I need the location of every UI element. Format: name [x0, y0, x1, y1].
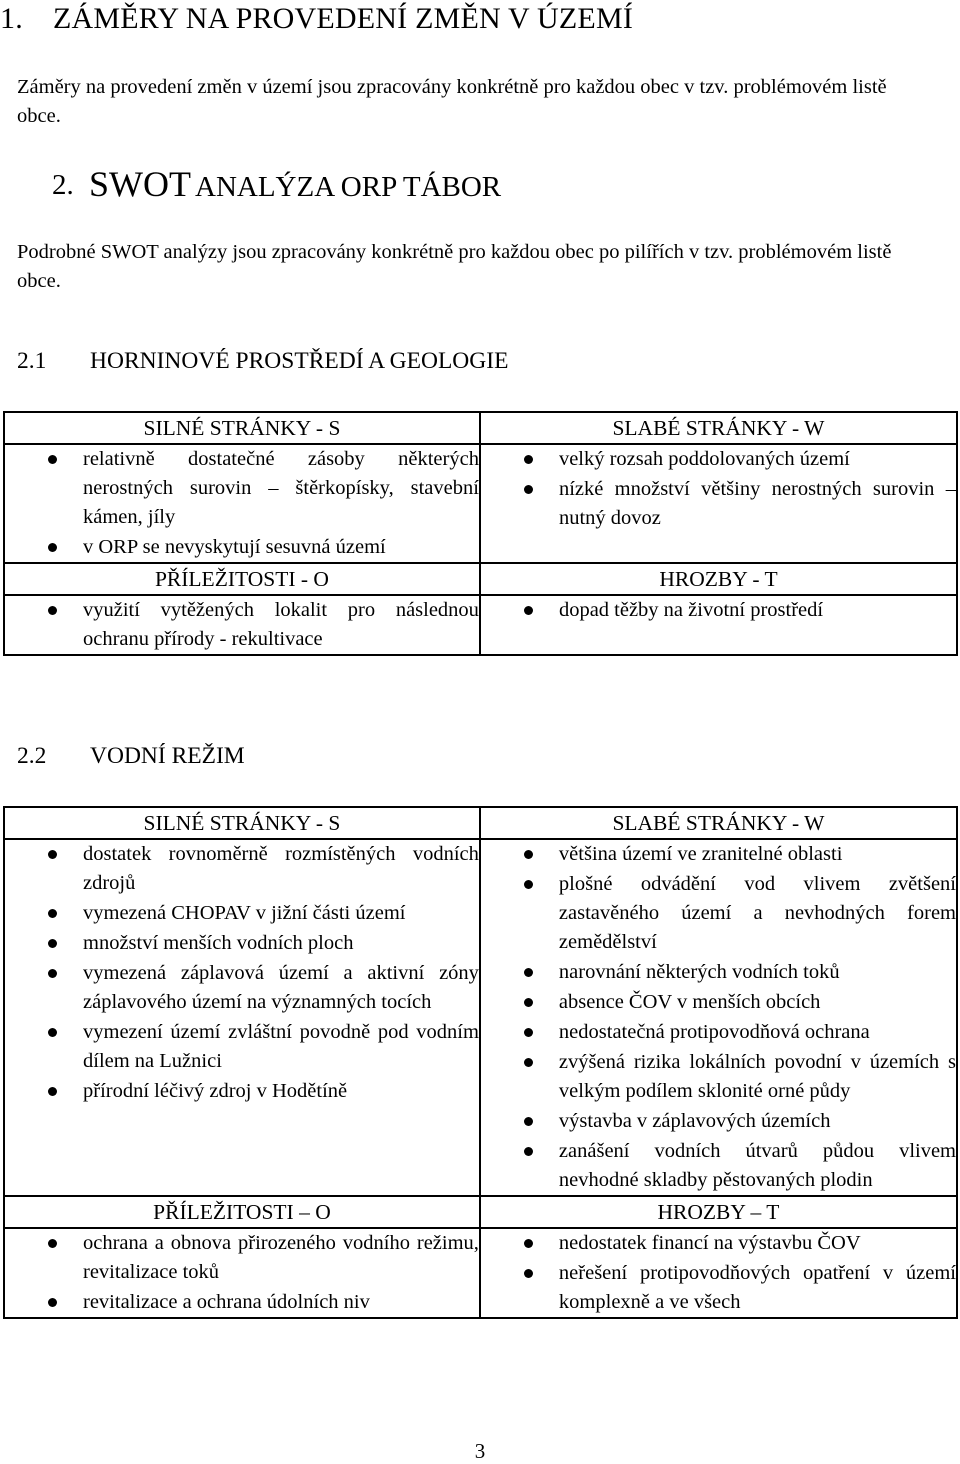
- water-strengths-header: SILNÉ STRÁNKY - S: [4, 807, 480, 839]
- geology-threats-header: HROZBY - T: [480, 563, 957, 595]
- list-item: přírodní léčivý zdroj v Hodětíně: [5, 1077, 479, 1106]
- list-item: narovnání některých vodních toků: [481, 958, 956, 987]
- section-2-title-small: ANALÝZA ORP TÁBOR: [195, 171, 502, 203]
- section-2-number: 2.: [52, 169, 74, 201]
- page-number: 3: [474, 1439, 486, 1463]
- list-item: vymezená záplavová území a aktivní zóny záplavového území na významných tocích: [5, 959, 479, 1017]
- section-2-text: Podrobné SWOT analýzy jsou zpracovány konkrétně pro každou obec po pilířích v tzv. problémovém listě obce.: [17, 241, 892, 292]
- geology-weaknesses-list: [481, 445, 956, 533]
- geology-strengths-list: [5, 445, 479, 562]
- water-opportunities-header: PŘÍLEŽITOSTI – O: [4, 1196, 480, 1228]
- water-opportunities-cell: [4, 1228, 480, 1318]
- geology-threats-list: [481, 596, 956, 625]
- section-1-text: Záměry na provedení změn v území jsou zpracovány konkrétně pro každou obec v tzv. problémovém listě obce.: [17, 76, 887, 127]
- geology-title: HORNINOVÉ PROSTŘEDÍ A GEOLOGIE: [90, 348, 509, 374]
- geology-heading: [17, 348, 508, 375]
- water-weaknesses-cell: [480, 839, 957, 1196]
- list-item: dopad těžby na životní prostředí: [481, 596, 956, 625]
- water-opportunities-list: [5, 1229, 479, 1317]
- list-item: množství menších vodních ploch: [5, 929, 479, 958]
- list-item: nízké množství většiny nerostných surovin – nutný dovoz: [481, 475, 956, 533]
- water-swot-table: [3, 806, 958, 1319]
- list-item: nedostatek financí na výstavbu ČOV: [481, 1229, 956, 1258]
- water-number: 2.2: [17, 743, 47, 769]
- geology-strengths-header: SILNÉ STRÁNKY - S: [4, 412, 480, 444]
- water-strengths-list: [5, 840, 479, 1106]
- water-weaknesses-list: [481, 840, 956, 1195]
- list-item: ochrana a obnova přirozeného vodního režimu, revitalizace toků: [5, 1229, 479, 1287]
- list-item: většina území ve zranitelné oblasti: [481, 840, 956, 869]
- list-item: velký rozsah poddolovaných území: [481, 445, 956, 474]
- geology-weaknesses-cell: [480, 444, 957, 563]
- list-item: vymezená CHOPAV v jižní části území: [5, 899, 479, 928]
- geology-swot-table: [3, 411, 958, 656]
- list-item: v ORP se nevyskytují sesuvná území: [5, 533, 479, 562]
- section-2-heading: [52, 163, 501, 205]
- section-1-heading: [0, 2, 634, 36]
- geology-threats-cell: [480, 595, 957, 655]
- water-title: VODNÍ REŽIM: [90, 743, 245, 769]
- section-2-title-big: SWOT: [89, 164, 191, 204]
- water-threats-list: [481, 1229, 956, 1317]
- geology-opportunities-list: [5, 596, 479, 654]
- list-item: zvýšená rizika lokálních povodní v územích s velkým podílem sklonité orné půdy: [481, 1048, 956, 1106]
- geology-strengths-cell: [4, 444, 480, 563]
- list-item: nedostatečná protipovodňová ochrana: [481, 1018, 956, 1047]
- section-1-number: 1.: [0, 2, 23, 35]
- list-item: výstavba v záplavových územích: [481, 1107, 956, 1136]
- section-1-title: ZÁMĚRY NA PROVEDENÍ ZMĚN V ÚZEMÍ: [53, 2, 634, 35]
- list-item: vymezení území zvláštní povodně pod vodním dílem na Lužnici: [5, 1018, 479, 1076]
- list-item: plošné odvádění vod vlivem zvětšení zastavěného území a nevhodných forem zemědělství: [481, 870, 956, 957]
- geology-opportunities-cell: [4, 595, 480, 655]
- geology-opportunities-header: PŘÍLEŽITOSTI - O: [4, 563, 480, 595]
- list-item: zanášení vodních útvarů půdou vlivem nevhodné skladby pěstovaných plodin: [481, 1137, 956, 1195]
- list-item: neřešení protipovodňových opatření v území komplexně a ve všech: [481, 1259, 956, 1317]
- list-item: revitalizace a ochrana údolních niv: [5, 1288, 479, 1317]
- geology-weaknesses-header: SLABÉ STRÁNKY - W: [480, 412, 957, 444]
- geology-number: 2.1: [17, 348, 47, 374]
- water-weaknesses-header: SLABÉ STRÁNKY - W: [480, 807, 957, 839]
- water-threats-cell: [480, 1228, 957, 1318]
- list-item: absence ČOV v menších obcích: [481, 988, 956, 1017]
- list-item: využití vytěžených lokalit pro následnou ochranu přírody - rekultivace: [5, 596, 479, 654]
- water-heading: [17, 743, 245, 770]
- water-strengths-cell: [4, 839, 480, 1196]
- water-threats-header: HROZBY – T: [480, 1196, 957, 1228]
- list-item: relativně dostatečné zásoby některých nerostných surovin – štěrkopísky, stavební kámen, jíly: [5, 445, 479, 532]
- list-item: dostatek rovnoměrně rozmístěných vodních zdrojů: [5, 840, 479, 898]
